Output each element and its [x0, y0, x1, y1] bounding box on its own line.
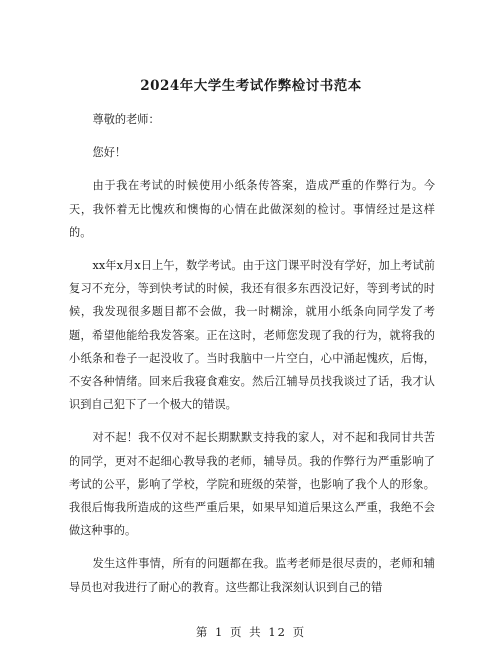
- body-paragraph: xx年x月x日上午，数学考试。由于这门课平时没有学好，加上考试前复习不充分，等到快考试的时候，我还有很多东西没记好，等到考试的时候，我发现很多题目都不会做，我一时糊涂，就用小纸条向同学发了考题，希望他能给我发答案。正在这时，老师您发现了我的行为，就将我的小纸条和卷子一起没收了。当时我脑中一片空白，心中涌起愧疚，后悔，不安各种情绪。回来后我寝食难安。然后江辅导员找我谈过了话，我才认识到自己犯下了一个极大的错误。: [69, 259, 435, 412]
- body-paragraph: 发生这件事情，所有的问题都在我。监考老师是很尽责的，老师和辅导员也对我进行了耐心的教育。这些都让我深刻认识到自己的错: [69, 557, 435, 594]
- greeting: 您好！: [92, 146, 127, 160]
- document-title: 2024年大学生考试作弊检讨书范本: [140, 78, 362, 94]
- page-footer: 第 1 页 共 12 页: [195, 625, 307, 639]
- salutation: 尊敬的老师：: [92, 113, 160, 126]
- body-paragraph: 由于我在考试的时候使用小纸条传答案，造成严重的作弊行为。今天，我怀着无比愧疚和懊悔的心情在此做深刻的检讨。事情经过是这样的。: [69, 179, 435, 239]
- body-paragraph: 对不起！我不仅对不起长期默默支持我的家人，对不起和我同甘共苦的同学，更对不起细心教导我的老师，辅导员。我的作弊行为严重影响了考试的公平，影响了学校，学院和班级的荣誉，也影响了我个人的形象。我很后悔我所造成的这些严重后果，如果早知道后果这么严重，我绝不会做这种事的。: [69, 431, 435, 538]
- document-body: [69, 108, 435, 609]
